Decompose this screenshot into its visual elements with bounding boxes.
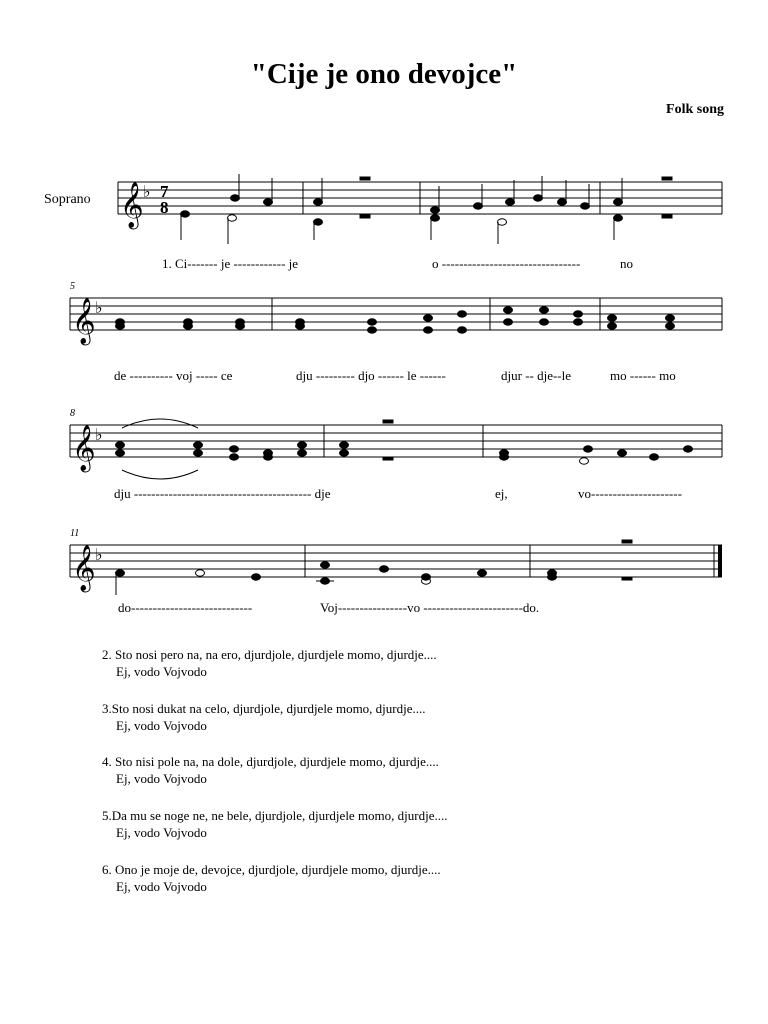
measure-number: 8: [70, 408, 75, 419]
flat-key-signature: ♭: [95, 298, 103, 317]
verse-line: 5.Da mu se noge ne, ne bele, djurdjole, djurdjele momo, djurdje....: [102, 808, 448, 823]
lyric-line: o --------------------------------: [432, 256, 581, 271]
treble-clef-icon: 𝄞: [72, 298, 96, 344]
verse-refrain: Ej, vodo Vojvodo: [116, 879, 207, 894]
staff-system-4: [70, 545, 722, 577]
flat-key-signature: ♭: [95, 425, 103, 444]
instrument-label: Soprano: [44, 192, 91, 207]
lyric-line: vo---------------------: [578, 486, 682, 501]
treble-clef-icon: 𝄞: [72, 545, 96, 591]
lyric-line: de ---------- voj ----- ce: [114, 368, 233, 383]
time-signature-bottom: 8: [160, 198, 169, 217]
lyric-line: mo ------ mo: [610, 368, 676, 383]
verse-block: [102, 807, 448, 841]
verse-line: 6. Ono je moje de, devojce, djurdjole, djurdjele momo, djurdje....: [102, 862, 441, 877]
lyric-line: dju ----------------------------------------- dje: [114, 486, 331, 501]
verse-line: 4. Sto nisi pole na, na dole, djurdjole, djurdjele momo, djurdje....: [102, 754, 439, 769]
staff-system-2: [70, 298, 722, 330]
lyric-line: no: [620, 256, 633, 271]
time-signature-top: 7: [160, 182, 169, 201]
treble-clef-icon: 𝄞: [72, 425, 96, 471]
verse-block: [102, 700, 426, 734]
lyric-line: do----------------------------: [118, 600, 253, 615]
measure-number: 11: [70, 528, 80, 539]
flat-key-signature: ♭: [95, 545, 103, 564]
verse-block: [102, 753, 439, 787]
notes-system-4: [116, 540, 633, 595]
verse-refrain: Ej, vodo Vojvodo: [116, 718, 207, 733]
flat-key-signature: ♭: [143, 182, 151, 201]
lyric-line: djur -- dje--le: [501, 368, 572, 383]
notes-system-1: [181, 174, 673, 244]
lyric-line: 1. Ci------- je ------------ je: [162, 256, 299, 271]
song-title: "Cije je ono devojce": [250, 58, 518, 90]
lyric-line: dju --------- djo ------ le ------: [296, 368, 446, 383]
verse-refrain: Ej, vodo Vojvodo: [116, 771, 207, 786]
verse-refrain: Ej, vodo Vojvodo: [116, 664, 207, 679]
verse-line: 2. Sto nosi pero na, na ero, djurdjole, djurdjele momo, djurdje....: [102, 647, 437, 662]
notes-system-2: [116, 307, 675, 333]
verse-line: 3.Sto nosi dukat na celo, djurdjole, djurdjele momo, djurdje....: [102, 701, 426, 716]
composer-credit: Folk song: [666, 102, 724, 117]
measure-number: 5: [70, 281, 75, 292]
lyric-line: Voj----------------vo -----------------------do.: [320, 600, 540, 615]
lyric-line: ej,: [495, 486, 508, 501]
verse-block: [102, 646, 437, 680]
final-barline: [718, 545, 722, 577]
verse-block: [102, 861, 441, 895]
treble-clef-icon: 𝄞: [120, 182, 144, 228]
staff-system-1: [118, 182, 722, 214]
verse-refrain: Ej, vodo Vojvodo: [116, 825, 207, 840]
